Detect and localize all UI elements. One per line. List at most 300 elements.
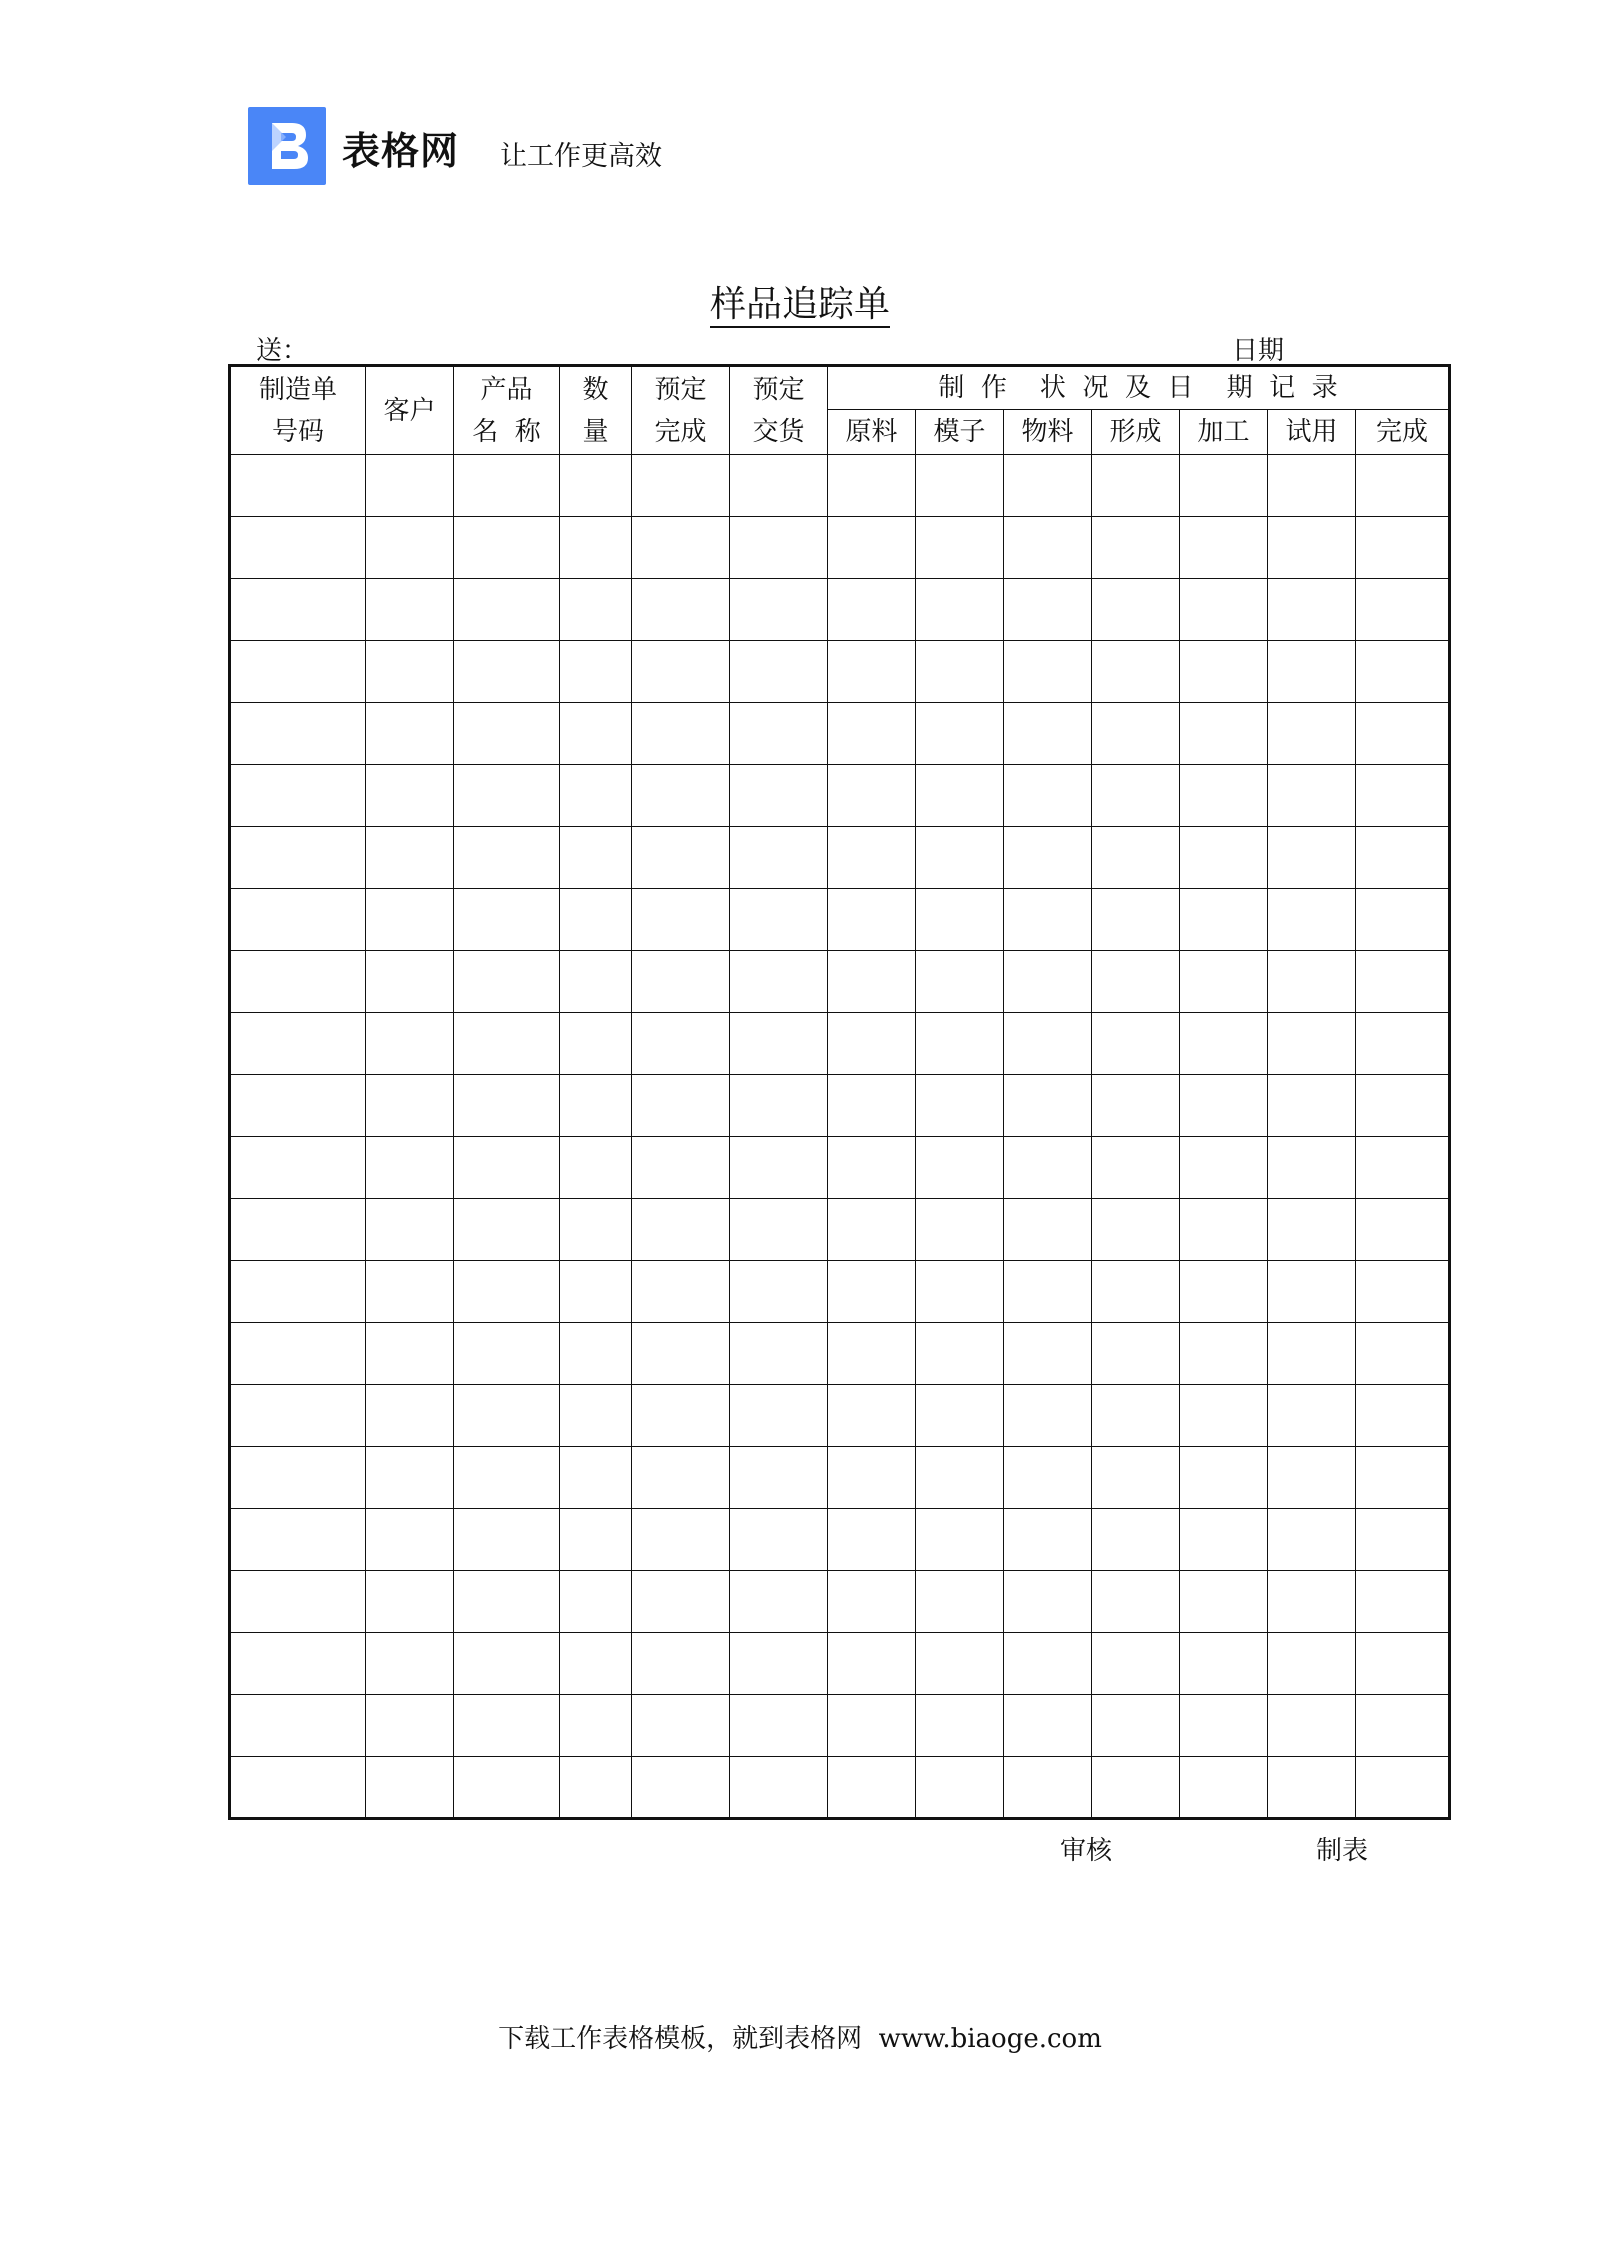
table-cell[interactable]	[632, 765, 730, 827]
table-cell[interactable]	[1180, 827, 1268, 889]
table-cell[interactable]	[916, 1137, 1004, 1199]
table-cell[interactable]	[916, 1695, 1004, 1757]
table-cell[interactable]	[1004, 1757, 1092, 1819]
table-cell[interactable]	[230, 517, 366, 579]
table-cell[interactable]	[454, 1695, 560, 1757]
col-scheduled-delivery-line2: 交货	[752, 416, 805, 447]
table-cell[interactable]	[1356, 641, 1450, 703]
table-cell[interactable]	[828, 1323, 916, 1385]
table-cell[interactable]	[1180, 765, 1268, 827]
table-cell[interactable]	[632, 641, 730, 703]
table-cell[interactable]	[1004, 1385, 1092, 1447]
table-cell[interactable]	[730, 703, 828, 765]
table-cell[interactable]	[230, 1571, 366, 1633]
table-cell[interactable]	[1092, 1385, 1180, 1447]
col-step-mold: 模子	[916, 410, 1004, 455]
table-cell[interactable]	[1004, 1447, 1092, 1509]
table-cell[interactable]	[1004, 889, 1092, 951]
table-cell[interactable]	[560, 1509, 632, 1571]
table-cell[interactable]	[454, 1447, 560, 1509]
table-cell[interactable]	[560, 579, 632, 641]
table-cell[interactable]	[828, 889, 916, 951]
table-cell[interactable]	[454, 579, 560, 641]
table-cell[interactable]	[560, 1571, 632, 1633]
table-cell[interactable]	[366, 1323, 454, 1385]
table-cell[interactable]	[1004, 1633, 1092, 1695]
table-cell[interactable]	[366, 1199, 454, 1261]
table-cell[interactable]	[230, 703, 366, 765]
table-cell[interactable]	[366, 951, 454, 1013]
table-cell[interactable]	[1356, 1075, 1450, 1137]
table-cell[interactable]	[632, 1075, 730, 1137]
table-cell[interactable]	[1268, 517, 1356, 579]
col-scheduled-delivery-line1: 预定	[752, 374, 805, 405]
table-cell[interactable]	[1268, 1261, 1356, 1323]
table-cell[interactable]	[454, 1509, 560, 1571]
table-cell[interactable]	[1004, 1509, 1092, 1571]
table-cell[interactable]	[916, 1323, 1004, 1385]
table-cell[interactable]	[1004, 1571, 1092, 1633]
col-order-no	[230, 366, 366, 455]
table-cell[interactable]	[1180, 1261, 1268, 1323]
table-cell[interactable]	[1004, 641, 1092, 703]
table-cell[interactable]	[730, 1757, 828, 1819]
table-cell[interactable]	[454, 1013, 560, 1075]
table-cell[interactable]	[1004, 1323, 1092, 1385]
table-cell[interactable]	[1092, 1013, 1180, 1075]
table-cell[interactable]	[1180, 1447, 1268, 1509]
table-cell[interactable]	[560, 1199, 632, 1261]
col-quantity	[560, 366, 632, 455]
table-cell[interactable]	[828, 1571, 916, 1633]
table-cell[interactable]	[828, 1695, 916, 1757]
table-cell[interactable]	[1268, 1137, 1356, 1199]
table-cell[interactable]	[366, 579, 454, 641]
table-cell[interactable]	[366, 455, 454, 517]
table-cell[interactable]	[454, 1075, 560, 1137]
table-cell[interactable]	[1004, 517, 1092, 579]
table-cell[interactable]	[560, 1695, 632, 1757]
table-cell[interactable]	[1004, 951, 1092, 1013]
table-cell[interactable]	[1268, 1571, 1356, 1633]
table-cell[interactable]	[1356, 1385, 1450, 1447]
table-cell[interactable]	[916, 1013, 1004, 1075]
table-cell[interactable]	[916, 455, 1004, 517]
table-cell[interactable]	[916, 1633, 1004, 1695]
table-cell[interactable]	[230, 1509, 366, 1571]
table-cell[interactable]	[1356, 455, 1450, 517]
table-cell[interactable]	[828, 1385, 916, 1447]
table-cell[interactable]	[632, 1509, 730, 1571]
table-cell[interactable]	[828, 703, 916, 765]
table-cell[interactable]	[916, 827, 1004, 889]
table-cell[interactable]	[1268, 641, 1356, 703]
table-cell[interactable]	[560, 1385, 632, 1447]
table-cell[interactable]	[454, 455, 560, 517]
table-cell[interactable]	[730, 1199, 828, 1261]
table-cell[interactable]	[230, 1385, 366, 1447]
table-cell[interactable]	[230, 641, 366, 703]
table-cell[interactable]	[730, 951, 828, 1013]
table-cell[interactable]	[632, 1633, 730, 1695]
table-cell[interactable]	[1268, 1695, 1356, 1757]
table-cell[interactable]	[560, 951, 632, 1013]
table-cell[interactable]	[1268, 1509, 1356, 1571]
table-cell[interactable]	[916, 1509, 1004, 1571]
table-cell[interactable]	[916, 889, 1004, 951]
table-row	[230, 641, 1450, 703]
table-cell[interactable]	[632, 1695, 730, 1757]
table-cell[interactable]	[1268, 1447, 1356, 1509]
table-cell[interactable]	[366, 765, 454, 827]
table-cell[interactable]	[828, 1757, 916, 1819]
table-cell[interactable]	[632, 1385, 730, 1447]
table-cell[interactable]	[1268, 1075, 1356, 1137]
table-cell[interactable]	[916, 703, 1004, 765]
brand-logo-icon	[248, 107, 326, 185]
table-cell[interactable]	[916, 1075, 1004, 1137]
table-cell[interactable]	[560, 1633, 632, 1695]
table-cell[interactable]	[230, 1447, 366, 1509]
table-cell[interactable]	[366, 1447, 454, 1509]
col-quantity-line2: 量	[582, 416, 609, 447]
table-cell[interactable]	[1092, 517, 1180, 579]
table-cell[interactable]	[1004, 1013, 1092, 1075]
table-cell[interactable]	[366, 1509, 454, 1571]
table-cell[interactable]	[730, 579, 828, 641]
table-cell[interactable]	[1092, 889, 1180, 951]
table-cell[interactable]	[730, 827, 828, 889]
table-cell[interactable]	[1268, 765, 1356, 827]
table-cell[interactable]	[1268, 1013, 1356, 1075]
table-cell[interactable]	[1356, 1199, 1450, 1261]
table-cell[interactable]	[1004, 455, 1092, 517]
table-cell[interactable]	[1356, 889, 1450, 951]
table-cell[interactable]	[1356, 1509, 1450, 1571]
table-cell[interactable]	[1356, 951, 1450, 1013]
table-cell[interactable]	[1356, 1695, 1450, 1757]
table-cell[interactable]	[632, 1261, 730, 1323]
table-cell[interactable]	[632, 889, 730, 951]
table-cell[interactable]	[916, 1261, 1004, 1323]
table-cell[interactable]	[1004, 579, 1092, 641]
table-cell[interactable]	[366, 1075, 454, 1137]
table-cell[interactable]	[1092, 1757, 1180, 1819]
table-cell[interactable]	[730, 455, 828, 517]
table-cell[interactable]	[1268, 1385, 1356, 1447]
table-cell[interactable]	[560, 1757, 632, 1819]
table-cell[interactable]	[1356, 1323, 1450, 1385]
table-cell[interactable]	[730, 517, 828, 579]
table-cell[interactable]	[1092, 1199, 1180, 1261]
table-cell[interactable]	[828, 641, 916, 703]
table-cell[interactable]	[366, 1385, 454, 1447]
table-cell[interactable]	[454, 703, 560, 765]
table-cell[interactable]	[230, 1695, 366, 1757]
table-cell[interactable]	[560, 827, 632, 889]
table-cell[interactable]	[454, 951, 560, 1013]
table-cell[interactable]	[1092, 1323, 1180, 1385]
table-cell[interactable]	[366, 1633, 454, 1695]
table-cell[interactable]	[560, 641, 632, 703]
table-cell[interactable]	[560, 1323, 632, 1385]
table-cell[interactable]	[230, 1757, 366, 1819]
table-cell[interactable]	[454, 1137, 560, 1199]
table-row	[230, 1447, 1450, 1509]
table-cell[interactable]	[730, 1447, 828, 1509]
table-cell[interactable]	[1180, 1013, 1268, 1075]
table-cell[interactable]	[730, 1509, 828, 1571]
table-cell[interactable]	[230, 951, 366, 1013]
table-cell[interactable]	[454, 1261, 560, 1323]
table-cell[interactable]	[1004, 703, 1092, 765]
table-cell[interactable]	[730, 1571, 828, 1633]
table-cell[interactable]	[828, 827, 916, 889]
table-cell[interactable]	[828, 1137, 916, 1199]
table-cell[interactable]	[916, 765, 1004, 827]
table-cell[interactable]	[1004, 1261, 1092, 1323]
table-cell[interactable]	[1356, 1261, 1450, 1323]
table-cell[interactable]	[1092, 455, 1180, 517]
table-cell[interactable]	[1004, 1075, 1092, 1137]
table-cell[interactable]	[1268, 827, 1356, 889]
table-cell[interactable]	[916, 1447, 1004, 1509]
table-cell[interactable]	[1092, 1633, 1180, 1695]
table-cell[interactable]	[1356, 1013, 1450, 1075]
table-row	[230, 1757, 1450, 1819]
table-cell[interactable]	[1356, 1447, 1450, 1509]
table-cell[interactable]	[560, 889, 632, 951]
table-cell[interactable]	[730, 1013, 828, 1075]
table-cell[interactable]	[828, 1261, 916, 1323]
table-cell[interactable]	[730, 1695, 828, 1757]
table-cell[interactable]	[828, 1013, 916, 1075]
table-cell[interactable]	[1268, 1633, 1356, 1695]
table-cell[interactable]	[230, 1261, 366, 1323]
table-cell[interactable]	[1004, 1199, 1092, 1261]
table-cell[interactable]	[560, 1137, 632, 1199]
table-cell[interactable]	[454, 1633, 560, 1695]
table-cell[interactable]	[1180, 1757, 1268, 1819]
table-cell[interactable]	[560, 1261, 632, 1323]
table-cell[interactable]	[916, 641, 1004, 703]
table-cell[interactable]	[1268, 951, 1356, 1013]
table-cell[interactable]	[1180, 951, 1268, 1013]
table-cell[interactable]	[632, 703, 730, 765]
table-cell[interactable]	[1268, 1199, 1356, 1261]
table-cell[interactable]	[1092, 579, 1180, 641]
table-cell[interactable]	[454, 765, 560, 827]
table-cell[interactable]	[366, 517, 454, 579]
table-cell[interactable]	[730, 765, 828, 827]
table-cell[interactable]	[730, 1137, 828, 1199]
table-cell[interactable]	[828, 1633, 916, 1695]
table-cell[interactable]	[1180, 1137, 1268, 1199]
table-cell[interactable]	[560, 1447, 632, 1509]
table-cell[interactable]	[454, 641, 560, 703]
table-cell[interactable]	[828, 951, 916, 1013]
table-cell[interactable]	[1092, 703, 1180, 765]
table-cell[interactable]	[632, 1199, 730, 1261]
table-cell[interactable]	[1356, 1757, 1450, 1819]
table-cell[interactable]	[1180, 1571, 1268, 1633]
table-cell[interactable]	[560, 1075, 632, 1137]
table-cell[interactable]	[916, 517, 1004, 579]
table-cell[interactable]	[1180, 641, 1268, 703]
table-cell[interactable]	[1092, 1447, 1180, 1509]
table-cell[interactable]	[560, 765, 632, 827]
table-cell[interactable]	[828, 455, 916, 517]
table-cell[interactable]	[632, 1571, 730, 1633]
review-label: 审核	[1060, 1836, 1113, 1866]
table-cell[interactable]	[1092, 1075, 1180, 1137]
table-cell[interactable]	[454, 1199, 560, 1261]
table-cell[interactable]	[230, 889, 366, 951]
table-cell[interactable]	[366, 1137, 454, 1199]
table-cell[interactable]	[1092, 1571, 1180, 1633]
table-cell[interactable]	[230, 1323, 366, 1385]
table-cell[interactable]	[632, 579, 730, 641]
table-cell[interactable]	[1092, 827, 1180, 889]
table-cell[interactable]	[366, 1695, 454, 1757]
table-cell[interactable]	[1004, 1695, 1092, 1757]
form-title	[0, 276, 1600, 327]
table-cell[interactable]	[1180, 703, 1268, 765]
table-cell[interactable]	[560, 455, 632, 517]
table-cell[interactable]	[632, 1137, 730, 1199]
table-cell[interactable]	[454, 827, 560, 889]
table-cell[interactable]	[916, 1199, 1004, 1261]
table-cell[interactable]	[916, 951, 1004, 1013]
table-cell[interactable]	[454, 1757, 560, 1819]
sample-tracking-table	[228, 364, 1451, 1820]
table-cell[interactable]	[1268, 889, 1356, 951]
table-cell[interactable]	[1092, 1695, 1180, 1757]
table-cell[interactable]	[632, 455, 730, 517]
table-cell[interactable]	[730, 1633, 828, 1695]
table-cell[interactable]	[1356, 1137, 1450, 1199]
table-cell[interactable]	[560, 703, 632, 765]
table-cell[interactable]	[366, 703, 454, 765]
table-cell[interactable]	[632, 827, 730, 889]
table-cell[interactable]	[560, 517, 632, 579]
table-cell[interactable]	[1180, 455, 1268, 517]
table-cell[interactable]	[560, 1013, 632, 1075]
table-cell[interactable]	[230, 579, 366, 641]
table-cell[interactable]	[828, 765, 916, 827]
table-cell[interactable]	[1268, 455, 1356, 517]
table-cell[interactable]	[366, 1013, 454, 1075]
table-cell[interactable]	[1092, 641, 1180, 703]
table-cell[interactable]	[828, 1199, 916, 1261]
table-cell[interactable]	[1180, 517, 1268, 579]
table-cell[interactable]	[828, 1509, 916, 1571]
table-cell[interactable]	[1092, 1509, 1180, 1571]
table-cell[interactable]	[916, 1571, 1004, 1633]
table-cell[interactable]	[828, 1075, 916, 1137]
table-cell[interactable]	[828, 1447, 916, 1509]
table-cell[interactable]	[1092, 1137, 1180, 1199]
table-cell[interactable]	[1356, 1633, 1450, 1695]
table-cell[interactable]	[230, 1199, 366, 1261]
table-cell[interactable]	[1268, 579, 1356, 641]
table-cell[interactable]	[916, 1757, 1004, 1819]
table-cell[interactable]	[1356, 827, 1450, 889]
table-cell[interactable]	[730, 1385, 828, 1447]
table-cell[interactable]	[730, 1323, 828, 1385]
table-cell[interactable]	[230, 455, 366, 517]
table-cell[interactable]	[1004, 1137, 1092, 1199]
table-cell[interactable]	[366, 827, 454, 889]
table-cell[interactable]	[632, 1013, 730, 1075]
table-cell[interactable]	[454, 1323, 560, 1385]
table-cell[interactable]	[230, 1633, 366, 1695]
table-cell[interactable]	[230, 1013, 366, 1075]
table-cell[interactable]	[916, 1385, 1004, 1447]
table-cell[interactable]	[366, 641, 454, 703]
col-order-no-line1: 制造单	[258, 374, 337, 405]
table-cell[interactable]	[230, 1137, 366, 1199]
table-cell[interactable]	[1180, 1075, 1268, 1137]
table-cell[interactable]	[1092, 765, 1180, 827]
table-cell[interactable]	[1180, 889, 1268, 951]
table-cell[interactable]	[1180, 1199, 1268, 1261]
table-cell[interactable]	[632, 517, 730, 579]
table-cell[interactable]	[828, 579, 916, 641]
table-cell[interactable]	[454, 1385, 560, 1447]
table-cell[interactable]	[828, 517, 916, 579]
table-cell[interactable]	[1268, 1757, 1356, 1819]
table-cell[interactable]	[1180, 1323, 1268, 1385]
table-cell[interactable]	[1180, 579, 1268, 641]
table-cell[interactable]	[1356, 765, 1450, 827]
table-cell[interactable]	[1356, 703, 1450, 765]
table-cell[interactable]	[1180, 1385, 1268, 1447]
table-cell[interactable]	[1180, 1633, 1268, 1695]
table-cell[interactable]	[632, 951, 730, 1013]
table-cell[interactable]	[454, 517, 560, 579]
table-cell[interactable]	[1004, 827, 1092, 889]
table-cell[interactable]	[1092, 951, 1180, 1013]
table-cell[interactable]	[916, 579, 1004, 641]
table-cell[interactable]	[230, 827, 366, 889]
table-cell[interactable]	[632, 1447, 730, 1509]
table-cell[interactable]	[1004, 765, 1092, 827]
table-cell[interactable]	[366, 1757, 454, 1819]
table-cell[interactable]	[632, 1323, 730, 1385]
table-cell[interactable]	[730, 1075, 828, 1137]
table-cell[interactable]	[632, 1757, 730, 1819]
table-cell[interactable]	[230, 1075, 366, 1137]
table-cell[interactable]	[1180, 1695, 1268, 1757]
table-cell[interactable]	[366, 889, 454, 951]
table-cell[interactable]	[1268, 1323, 1356, 1385]
table-cell[interactable]	[1356, 1571, 1450, 1633]
table-cell[interactable]	[454, 1571, 560, 1633]
table-cell[interactable]	[454, 889, 560, 951]
table-cell[interactable]	[1268, 703, 1356, 765]
table-cell[interactable]	[730, 889, 828, 951]
table-cell[interactable]	[730, 1261, 828, 1323]
table-cell[interactable]	[1180, 1509, 1268, 1571]
table-cell[interactable]	[366, 1261, 454, 1323]
table-cell[interactable]	[230, 765, 366, 827]
table-cell[interactable]	[1356, 517, 1450, 579]
table-cell[interactable]	[730, 641, 828, 703]
table-cell[interactable]	[1092, 1261, 1180, 1323]
table-cell[interactable]	[366, 1571, 454, 1633]
table-cell[interactable]	[1356, 579, 1450, 641]
